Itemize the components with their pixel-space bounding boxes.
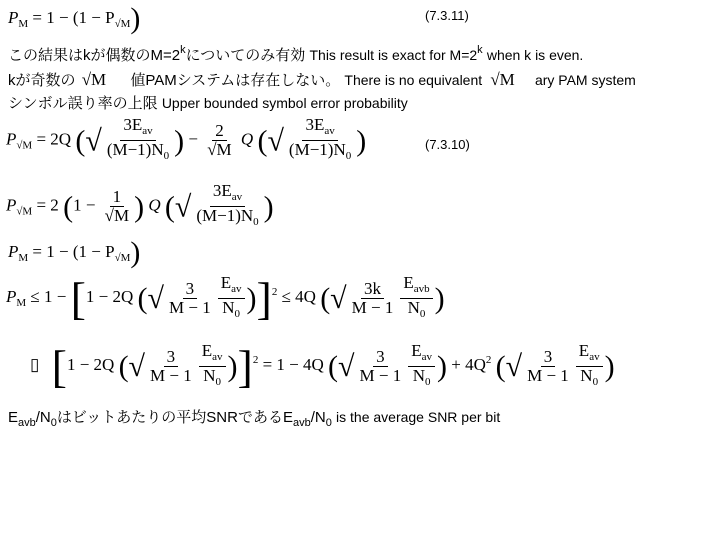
equation-number-7311: (7.3.11) (425, 8, 469, 23)
upper-bound-heading: シンボル誤り率の上限 Upper bounded symbol error probability (8, 95, 408, 112)
equation-7310: $P_{√M} = 2Q$ (√ $\frac{3E_{av}}{(M-1)N_0}$ ) − $\frac{2}{√M}$ Q (√ $\frac{3E_{av}}{(M-1)N_0}$ ) (6, 115, 367, 162)
equation-top: $P_M = 1 - (1 - P_{√M})$ (8, 2, 141, 35)
odd-k-statement: kが奇数の √M 値PAMシステムは存在しない。 There is no equivalent √M ary PAM system (8, 70, 636, 89)
result-statement: この結果はkが偶数の$M=2^k$についてのみ有効 This result is exact for $M=2^k$ when k is even. (8, 44, 584, 64)
equation-number-7310: (7.3.10) (425, 137, 470, 152)
snr-definition: $E_{avb}/N_0$はビットあたりの平均SNRである$E_{avb}/N_0$ is the average SNR per bit (8, 409, 501, 429)
equation-pm-bound: $P_M \le 1 - [1 - 2Q$ (√ $\frac{3}{M - 1}$ $\frac{E_{av}}{N_0}$ )]$^2$ ≤ 4Q (√ $\frac{3k}{M - 1}$ $\frac{E_{avb}}{N_0}$ ) (6, 272, 445, 324)
equation-expansion: ▯ [1 − 2Q (√ $\frac{3}{M - 1}$ $\frac{E_{av}}{N_0}$ )]$^2$ = 1 − 4Q (√ $\frac{3}{M - 1}$ $\frac{E_{av}}{N_0}$ ) + $4Q^2$ (√ $\frac{3}{M - 1}$ $\frac{E_{av}}{N_0}$ ) (30, 340, 615, 392)
equation-psqrtm-simplified: $P_{√M} = 2$ (1 − $\frac{1}{√M}$ ) Q (√ $\frac{3E_{av}}{(M-1)N_0}$ ) (6, 181, 274, 228)
equation-pm-repeat: $P_M = 1 - (1 - P_{√M})$ (8, 236, 141, 269)
